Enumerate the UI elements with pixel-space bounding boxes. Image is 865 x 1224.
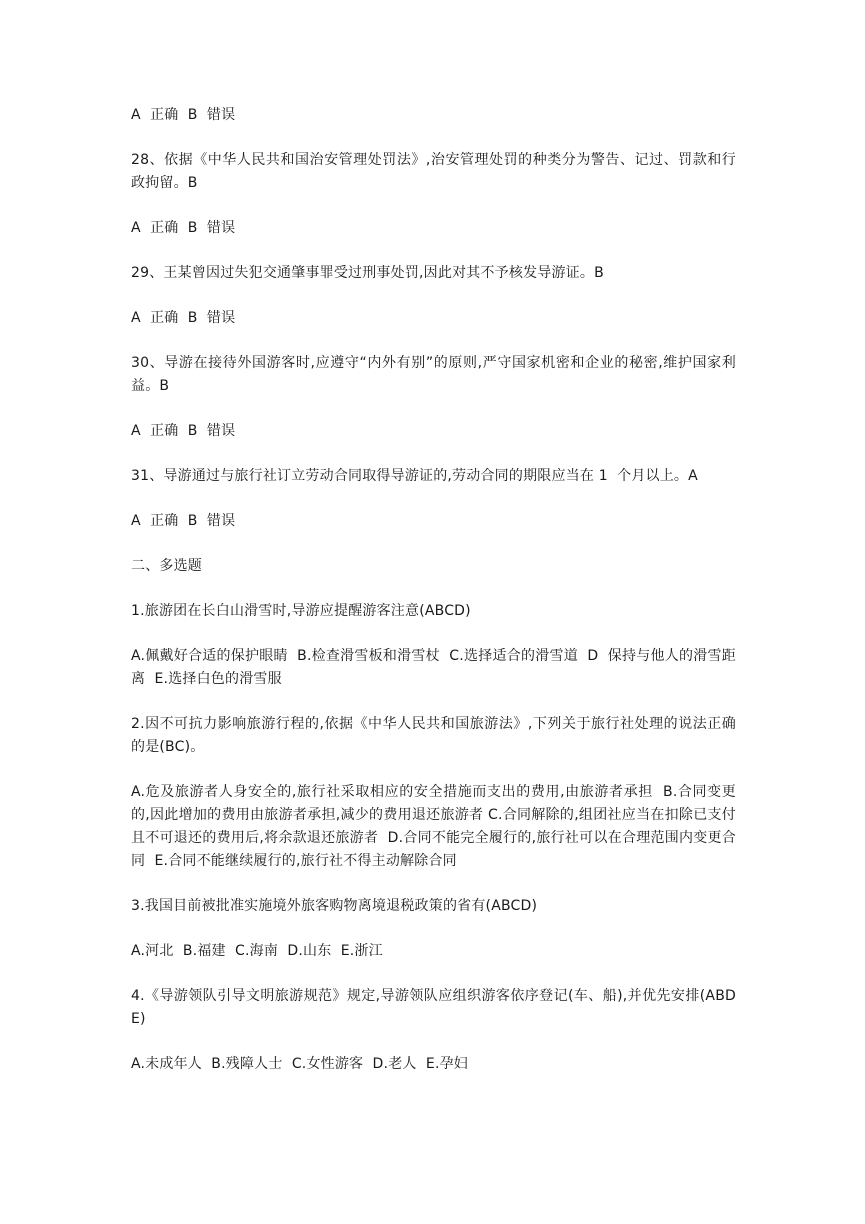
answer-options: A 正确 B 错误 (131, 220, 236, 236)
multi-options-4: A.未成年人 B.残障人士 C.女性游客 D.老人 E.孕妇 (131, 1056, 468, 1072)
answer-options: A 正确 B 错误 (131, 423, 236, 439)
question-28: 28、依据《中华人民共和国治安管理处罚法》,治安管理处罚的种类分为警告、记过、罚款和行政拘留。B (131, 152, 736, 191)
answer-options: A 正确 B 错误 (131, 513, 236, 529)
multi-question-3: 3.我国目前被批准实施境外旅客购物离境退税政策的省有(ABCD) (131, 898, 538, 914)
question-31: 31、导游通过与旅行社订立劳动合同取得导游证的,劳动合同的期限应当在 1 个月以上。A (131, 468, 698, 484)
multi-question-1: 1.旅游团在长白山滑雪时,导游应提醒游客注意(ABCD) (131, 603, 471, 619)
question-30: 30、导游在接待外国游客时,应遵守“内外有别”的原则,严守国家机密和企业的秘密,维护国家利益。B (131, 355, 736, 394)
multi-options-2: A.危及旅游者人身安全的,旅行社采取相应的安全措施而支出的费用,由旅游者承担 B.合同变更的,因此增加的费用由旅游者承担,减少的费用退还旅游者 C.合同解除的,组团社应当在扣除已支付且不可退还的费用后,将余款退还旅游者 D.合同不能完全履行的,旅行社可以在合理范围内变更合同 E.合同不能继续履行的,旅行社不得主动解除合同 (131, 784, 736, 869)
answer-options: A 正确 B 错误 (131, 107, 236, 123)
multi-question-2: 2.因不可抗力影响旅游行程的,依据《中华人民共和国旅游法》,下列关于旅行社处理的说法正确的是(BC)。 (131, 716, 736, 755)
question-29: 29、王某曾因过失犯交通肇事罪受过刑事处罚,因此对其不予核发导游证。B (131, 265, 604, 281)
multi-question-4: 4.《导游领队引导文明旅游规范》规定,导游领队应组织游客依序登记(车、船),并优先安排(ABDE) (131, 988, 736, 1027)
multi-options-1: A.佩戴好合适的保护眼睛 B.检查滑雪板和滑雪杖 C.选择适合的滑雪道 D 保持与他人的滑雪距离 E.选择白色的滑雪服 (131, 648, 736, 687)
section-heading: 二、多选题 (131, 558, 202, 574)
answer-options: A 正确 B 错误 (131, 310, 236, 326)
document-page (131, 104, 736, 1098)
multi-options-3: A.河北 B.福建 C.海南 D.山东 E.浙江 (131, 943, 383, 959)
